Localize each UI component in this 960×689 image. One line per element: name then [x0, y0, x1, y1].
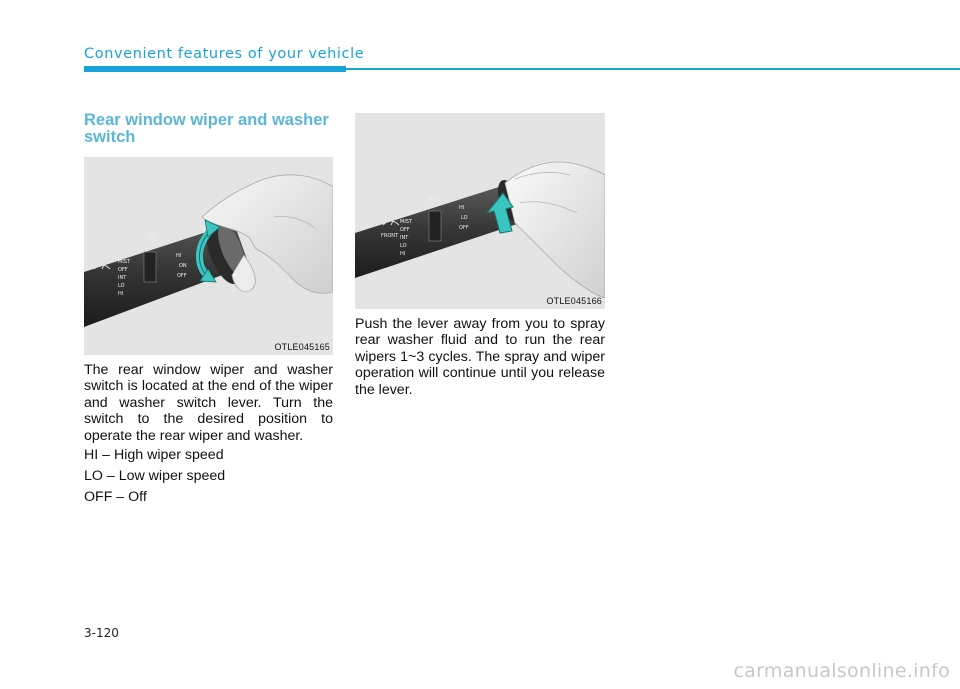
- svg-text:LO: LO: [461, 215, 468, 221]
- svg-text:INT: INT: [118, 275, 127, 281]
- svg-text:ON: ON: [179, 263, 187, 269]
- header-title: Convenient features of your vehicle: [84, 46, 365, 62]
- list-item-off: OFF – Off: [84, 489, 147, 505]
- list-item-lo: LO – Low wiper speed: [84, 468, 226, 484]
- svg-text:FRONT: FRONT: [381, 233, 399, 239]
- wiper-lever-illustration-1: [84, 157, 333, 355]
- svg-text:HI: HI: [400, 251, 406, 257]
- svg-text:INT: INT: [148, 235, 157, 241]
- paragraph-push-lever: Push the lever away from you to spray rear washer fluid and to run the rear wipers 1~3 cycles. The spray and wiper operation will continue until you release the lever.: [355, 316, 605, 398]
- svg-text:HI: HI: [459, 205, 465, 211]
- svg-text:LO: LO: [118, 283, 125, 289]
- header-accent-bar: [84, 66, 346, 72]
- figure-code: OTLE045166: [546, 296, 602, 306]
- svg-text:OFF: OFF: [459, 225, 469, 231]
- figure-rear-washer-push: [355, 113, 605, 309]
- figure-code: OTLE045165: [274, 342, 330, 352]
- paragraph-switch-location: The rear window wiper and washer switch is located at the end of the wiper and washer switch lever. Turn the switch to the desired position to operate the rear wiper and washer.: [84, 362, 333, 444]
- watermark: carmanualsonline.info: [733, 660, 950, 682]
- svg-text:MIST: MIST: [118, 259, 131, 265]
- svg-text:HI: HI: [118, 291, 124, 297]
- svg-text:INT: INT: [400, 235, 409, 241]
- svg-text:LO: LO: [400, 243, 407, 249]
- svg-text:HI: HI: [176, 253, 182, 259]
- svg-text:AUTO: AUTO: [427, 197, 442, 203]
- header-divider-line: [346, 68, 960, 70]
- wiper-lever-illustration-2: [355, 113, 605, 309]
- figure-rear-wiper-rotate: [84, 157, 333, 355]
- svg-text:OFF: OFF: [177, 273, 187, 279]
- list-item-hi: HI – High wiper speed: [84, 447, 224, 463]
- svg-text:OFF: OFF: [400, 227, 410, 233]
- page-number: 3-120: [84, 626, 119, 640]
- section-title: Rear window wiper and washer switch: [84, 111, 329, 146]
- svg-text:MIST: MIST: [400, 219, 413, 225]
- svg-text:OFF: OFF: [118, 267, 128, 273]
